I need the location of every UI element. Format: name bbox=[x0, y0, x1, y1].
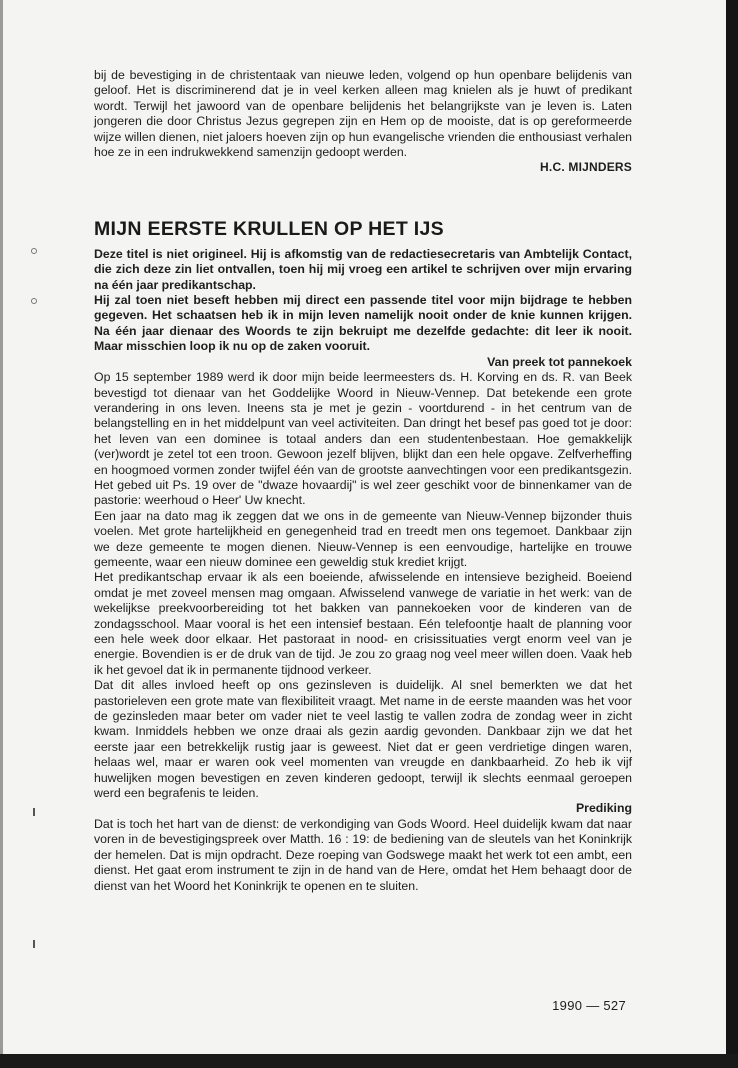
paragraph: Dat dit alles invloed heeft op ons gezinsleven is duidelijk. Al snel bemerkten we dat het pastorieleven een grote mate van flexibiliteit vraagt. Met name in de eerste maanden was het voor de gezinsleden maar beter om vader niet te veel lastig te vallen zodra de zondag weer in zicht kwam. Inmiddels hebben we onze draai als gezin aardig gevonden. Dankbaar zijn we dat het eerste jaar een betrekkelijk rustig jaar is geweest. Niet dat er geen verdrietige dingen waren, helaas wel, maar er waren ook veel momenten van vreugde en dankbaarheid. Zo heb ik vijf huwelijken mogen bevestigen en zeven kinderen gedoopt, terwijl ik slechts eenmaal geroepen werd een begrafenis te leiden. bbox=[94, 678, 632, 801]
scan-edge-right bbox=[726, 0, 738, 1068]
paragraph: Dat is toch het hart van de dienst: de verkondiging van Gods Woord. Heel duidelijk kwam dat naar voren in de bevestigingspreek over Matth. 16 : 19: de bediening van de sleutels van het Koninkrijk der hemelen. Dat is mijn opdracht. Deze roeping van Godswege maakt het werk tot een ambt, een dienst. Het gaat erom instrument te zijn in de hand van de Here, omdat het Hem behaagt door de dienst van het Woord het Koninkrijk te openen en te sluiten. bbox=[94, 816, 632, 893]
page-number: 1990 — 527 bbox=[552, 998, 626, 1013]
margin-tick bbox=[33, 940, 35, 948]
margin-tick bbox=[33, 808, 35, 816]
paragraph: bij de bevestiging in de christentaak van nieuwe leden, volgend op hun openbare belijdenis van geloof. Het is discriminerend dat je in veel kerken alleen mag knielen als je huwt of predikant wordt. Terwijl het jawoord van de openbare belijdenis het belangrijkste van je leven is. Laten jongeren die door Christus Jezus gegrepen zijn en Hem op de mooiste, dat is op gereformeerde wijze willen dienen, niet jaloers hoeven zijn op hun evangelische vrienden die enthousiast verhalen hoe ze in een indrukwekkend samenzijn gedoopt werden. bbox=[94, 68, 632, 160]
intro-paragraph: Deze titel is niet origineel. Hij is afkomstig van de redactiesecretaris van Ambtelijk Contact, die zich deze zin liet ontvallen, toen hij mij vroeg een artikel te schrijven over mijn ervaring na één jaar predikantschap. bbox=[94, 246, 632, 292]
author-signature: H.C. MIJNDERS bbox=[540, 160, 632, 175]
scan-edge-bottom bbox=[0, 1054, 738, 1068]
section-subheading: Prediking bbox=[575, 801, 632, 816]
paragraph: Een jaar na dato mag ik zeggen dat we ons in de gemeente van Nieuw-Vennep bijzonder thuis voelen. Met grote hartelijkheid en genegenheid trad en treedt men ons tegemoet. Dankbaar zijn we deze gemeente te mogen dienen. Nieuw-Vennep is een eenvoudige, hartelijke en trouwe gemeente, waar een nieuw dominee een geweldig stuk krediet krijgt. bbox=[94, 508, 632, 569]
article-title: MIJN EERSTE KRULLEN OP HET IJS bbox=[94, 217, 444, 240]
paragraph: Het predikantschap ervaar ik als een boeiende, afwisselende en intensieve bezigheid. Boeiend omdat je met zoveel mensen mag omgaan. Afwisselend vanwege de variatie in het werk: van de wekelijkse preekvoorbereiding tot het bakken van pannekoeken voor de kinderen van de zondagsschool. Maar vooral is het een intensief bestaan. Eén telefoontje haalt de planning voor een hele week door elkaar. Het pastoraat in nood- en crisissituaties vergt enorm veel van je energie. Bovendien is er de druk van de tijd. Je zou zo graag nog veel meer willen doen. Vaak heb ik het gevoel dat ik in permanente tijdnood verkeer. bbox=[94, 570, 632, 677]
binding-hole-mark bbox=[31, 298, 37, 304]
binding-hole-mark bbox=[31, 248, 37, 254]
page-content bbox=[94, 68, 632, 894]
paragraph: Op 15 september 1989 werd ik door mijn beide leermeesters ds. H. Korving en ds. R. van Beek bevestigd tot dienaar van het Goddelijke Woord in Nieuw-Vennep. Dat betekende een grote verandering in ons leven. Ineens sta je met je gezin - voortdurend - in het centrum van de belangstelling en in het middelpunt van veel activiteiten. Dan dringt het besef pas goed tot je door: het leven van een dominee is totaal anders dan een studentenbestaan. Hoe gemakkelijk (ver)wordt je zetel tot een troon. Gewoon jezelf blijven, blijkt dan een hele opgave. Zelfverheffing en hoogmoed vormen zonder twijfel één van de grootste aanvechtingen voor een predikantsgezin. Het gebed uit Ps. 19 over de "dwaze hovaardij" is wel zeer geschikt voor de binnenkamer van de pastorie: weerhoud o Heer' Uw knecht. bbox=[94, 370, 632, 508]
section-subheading: Van preek tot pannekoek bbox=[487, 354, 632, 369]
intro-paragraph: Hij zal toen niet beseft hebben mij direct een passende titel voor mijn bijdrage te hebben gegeven. Het schaatsen heb ik in mijn leven namelijk nooit onder de knie kunnen krijgen. Na één jaar dienaar des Woords te zijn bekruipt me dezelfde gedachte: dit leer ik nooit. Maar misschien loop ik nu op de zaken vooruit. bbox=[94, 293, 632, 354]
